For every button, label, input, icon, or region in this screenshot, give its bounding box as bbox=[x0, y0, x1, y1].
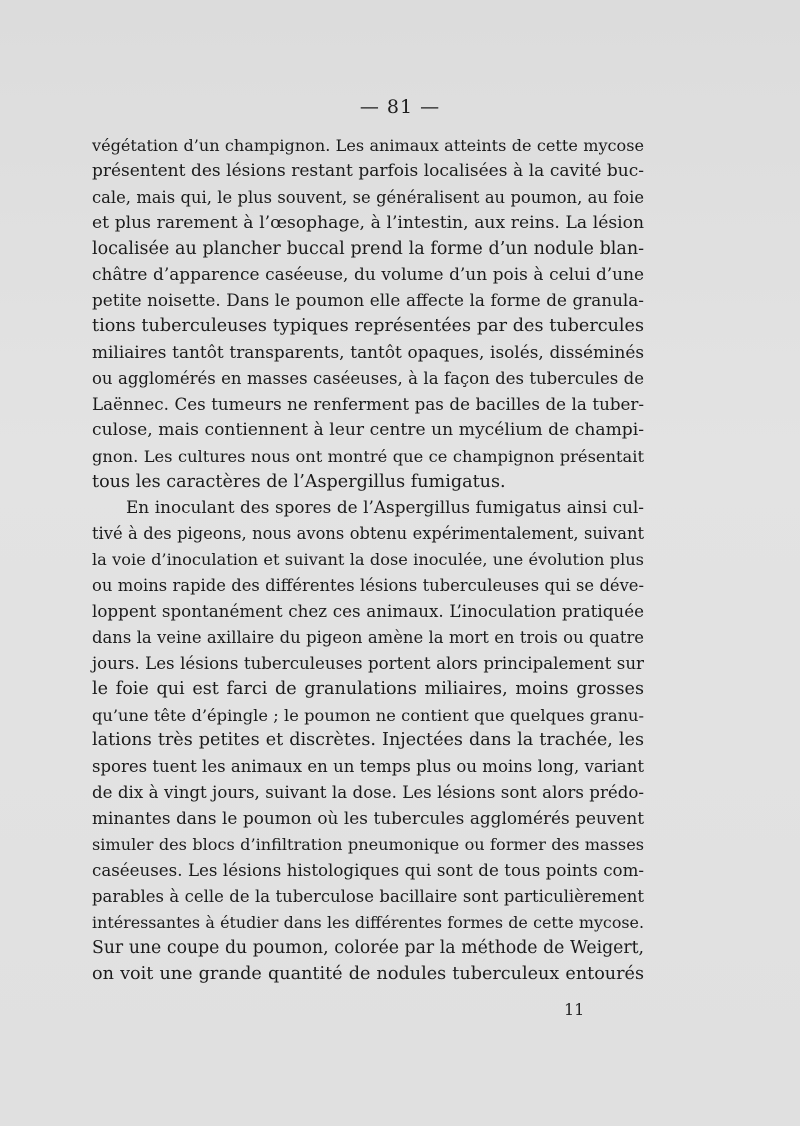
text-line: tous les caractères de l’Aspergillus fumigatus. bbox=[92, 471, 506, 492]
text-line: et plus rarement à l’œsophage, à l’intestin, aux reins. La lésion bbox=[92, 212, 644, 233]
text-line: spores tuent les animaux en un temps plus ou moins long, variant bbox=[92, 757, 644, 777]
text-line: En inoculant des spores de l’Aspergillus fumigatus ainsi cul- bbox=[126, 497, 644, 518]
text-line: localisée au plancher buccal prend la forme d’un nodule blan- bbox=[92, 238, 644, 259]
text-line: on voit une grande quantité de nodules tuberculeux entourés bbox=[92, 963, 644, 984]
text-line: le foie qui est farci de granulations miliaires, moins grosses bbox=[92, 678, 644, 699]
text-line: intéressantes à étudier dans les différentes formes de cette mycose. bbox=[92, 912, 644, 932]
text-line: Sur une coupe du poumon, colorée par la méthode de Weigert, bbox=[92, 937, 644, 958]
text-line: culose, mais contiennent à leur centre un mycélium de champi- bbox=[92, 419, 644, 440]
text-line: Laënnec. Ces tumeurs ne renferment pas de bacilles de la tuber- bbox=[92, 393, 644, 414]
text-line: loppent spontanément chez ces animaux. L’inoculation pratiquée bbox=[92, 601, 644, 622]
text-line: ou moins rapide des différentes lésions tuberculeuses qui se déve- bbox=[92, 576, 644, 596]
text-line: cale, mais qui, le plus souvent, se généralisent au poumon, au foie bbox=[92, 187, 644, 207]
text-line: jours. Les lésions tuberculeuses portent alors principalement sur bbox=[92, 653, 644, 673]
page-number: — 81 — bbox=[359, 96, 441, 118]
text-line: gnon. Les cultures nous ont montré que ce champignon présentait bbox=[92, 446, 644, 466]
text-line: tions tuberculeuses typiques représentées par des tubercules bbox=[92, 316, 644, 337]
text-line: ou agglomérés en masses caséeuses, à la façon des tubercules de bbox=[92, 369, 644, 389]
text-line: de dix à vingt jours, suivant la dose. Les lésions sont alors prédo- bbox=[92, 783, 644, 803]
signature-mark: 11 bbox=[564, 1000, 585, 1019]
text-line: la voie d’inoculation et suivant la dose inoculée, une évolution plus bbox=[92, 550, 644, 570]
text-line: végétation d’un champignon. Les animaux atteints de cette mycose bbox=[92, 136, 644, 155]
text-line: caséeuses. Les lésions histologiques qui sont de tous points com- bbox=[92, 860, 644, 880]
paragraph-2 bbox=[92, 495, 644, 987]
text-line: parables à celle de la tuberculose bacillaire sont particulièrement bbox=[92, 886, 644, 906]
text-line: minantes dans le poumon où les tubercules agglomérés peuvent bbox=[92, 808, 644, 829]
paragraph-1 bbox=[92, 133, 644, 495]
text-line: petite noisette. Dans le poumon elle affecte la forme de granula- bbox=[92, 290, 644, 311]
text-line: qu’une tête d’épingle ; le poumon ne contient que quelques granu- bbox=[92, 705, 644, 725]
text-line: simuler des blocs d’infiltration pneumonique ou former des masses bbox=[92, 835, 644, 855]
text-line: lations très petites et discrètes. Injectées dans la trachée, les bbox=[92, 730, 644, 751]
text-line: présentent des lésions restant parfois localisées à la cavité buc- bbox=[92, 160, 644, 181]
text-line: dans la veine axillaire du pigeon amène la mort en trois ou quatre bbox=[92, 627, 644, 647]
text-line: tivé à des pigeons, nous avons obtenu expérimentalement, suivant bbox=[92, 524, 644, 544]
text-line: châtre d’apparence caséeuse, du volume d’un pois à celui d’une bbox=[92, 264, 644, 285]
body-text bbox=[92, 133, 644, 987]
text-line: miliaires tantôt transparents, tantôt opaques, isolés, disséminés bbox=[92, 342, 644, 363]
